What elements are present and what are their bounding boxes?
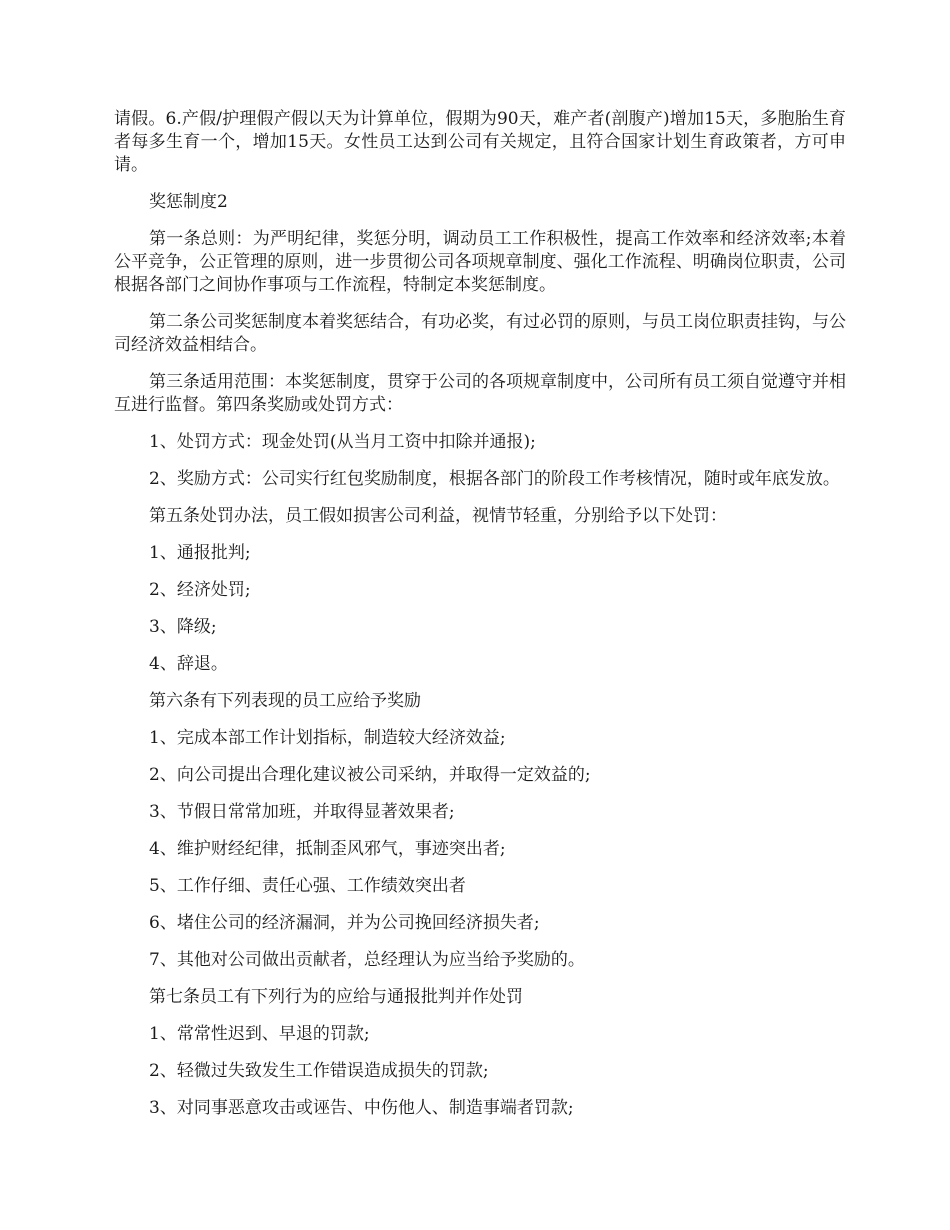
list-item: 3、节假日常常加班，并取得显著效果者;: [149, 802, 455, 822]
paragraph-leave-policy: 请假。6.产假/护理假产假以天为计算单位，假期为90天，难产者(剖腹产)增加15天，多胞胎生育者每多生育一个，增加15天。女性员工达到公司有关规定，且符合国家计划生育政策者，方可申请。: [114, 109, 846, 175]
section-heading: 奖惩制度2: [149, 192, 228, 212]
article-5: 第五条处罚办法，员工假如损害公司利益，视情节轻重，分别给予以下处罚：: [149, 506, 727, 526]
list-item: 2、经济处罚;: [149, 580, 251, 600]
list-item: 1、常常性迟到、早退的罚款;: [149, 1024, 370, 1044]
list-item: 3、降级;: [149, 617, 217, 637]
list-item: 6、堵住公司的经济漏洞，并为公司挽回经济损失者;: [149, 913, 540, 933]
list-item: 1、处罚方式：现金处罚(从当月工资中扣除并通报);: [149, 432, 536, 452]
article-1: 第一条总则：为严明纪律，奖惩分明，调动员工工作积极性，提高工作效率和经济效率;本着公平竞争，公正管理的原则，进一步贯彻公司各项规章制度、强化工作流程、明确岗位职责，公司根据各部门之间协作事项与工作流程，特制定本奖惩制度。: [114, 229, 846, 295]
list-item: 2、向公司提出合理化建议被公司采纳，并取得一定效益的;: [149, 765, 591, 785]
article-3: 第三条适用范围：本奖惩制度，贯穿于公司的各项规章制度中，公司所有员工须自觉遵守并相互进行监督。第四条奖励或处罚方式：: [114, 372, 846, 415]
list-item: 2、奖励方式：公司实行红包奖励制度，根据各部门的阶段工作考核情况，随时或年底发放。: [149, 469, 840, 489]
article-2: 第二条公司奖惩制度本着奖惩结合，有功必奖，有过必罚的原则，与员工岗位职责挂钩，与公司经济效益相结合。: [114, 312, 846, 355]
article-6: 第六条有下列表现的员工应给予奖励: [149, 691, 421, 711]
document-body: [114, 108, 846, 1120]
list-item: 7、其他对公司做出贡献者，总经理认为应当给予奖励的。: [149, 950, 585, 970]
list-item: 2、轻微过失致发生工作错误造成损失的罚款;: [149, 1061, 489, 1081]
list-item: 1、通报批判;: [149, 543, 251, 563]
list-item: 4、辞退。: [149, 654, 228, 674]
list-item: 4、维护财经纪律，抵制歪风邪气，事迹突出者;: [149, 839, 506, 859]
list-item: 3、对同事恶意攻击或诬告、中伤他人、制造事端者罚款;: [149, 1098, 574, 1118]
article-7: 第七条员工有下列行为的应给与通报批判并作处罚: [149, 987, 523, 1007]
list-item: 1、完成本部工作计划指标，制造较大经济效益;: [149, 728, 506, 748]
list-item: 5、工作仔细、责任心强、工作绩效突出者: [149, 876, 466, 896]
